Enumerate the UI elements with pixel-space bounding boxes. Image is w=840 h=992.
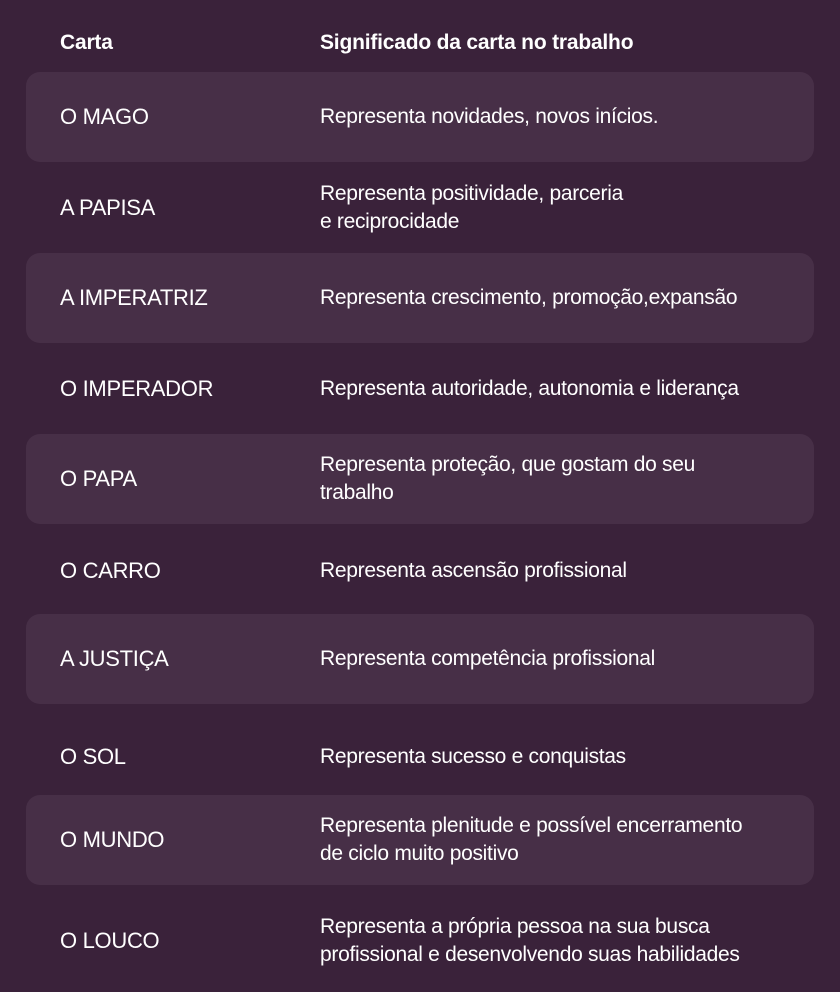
table-row [26,344,814,434]
card-name: A JUSTIÇA [60,646,169,671]
card-meaning: Representa competência profissional [320,647,656,670]
card-name: O SOL [60,744,126,769]
card-meaning: Representa ascensão profissional [320,559,627,582]
table-row [26,163,814,253]
card-meaning: Representa proteção, que gostam do seu trabalho [320,453,696,504]
card-meaning: Representa positividade, parceria e reciprocidade [320,182,623,233]
table-header [0,0,840,72]
card-name: A PAPISA [60,195,156,220]
header-card-column: Carta [60,31,113,54]
card-name: O LOUCO [60,928,160,953]
table-row [26,526,814,616]
card-name: O IMPERADOR [60,376,214,401]
card-name: O CARRO [60,558,161,583]
card-name: O MAGO [60,104,149,129]
card-name: A IMPERATRIZ [60,285,208,310]
table-row [26,253,814,343]
header-meaning-column: Significado da carta no trabalho [320,31,634,54]
card-meaning: Representa novidades, novos inícios. [320,105,659,128]
card-meaning: Representa a própria pessoa na sua busca profissional e desenvolvendo suas habilidades [320,915,740,966]
table-row [26,72,814,162]
table-row [26,614,814,704]
table-row [26,712,814,802]
card-meaning: Representa crescimento, promoção,expansão [320,286,738,309]
table-row [26,896,814,986]
card-name: O PAPA [60,466,137,491]
card-name: O MUNDO [60,827,165,852]
table-row [26,434,814,524]
table-row [26,795,814,885]
card-meaning: Representa plenitude e possível encerramento de ciclo muito positivo [320,814,743,865]
card-meaning: Representa autoridade, autonomia e liderança [320,377,739,400]
card-meaning: Representa sucesso e conquistas [320,745,626,768]
